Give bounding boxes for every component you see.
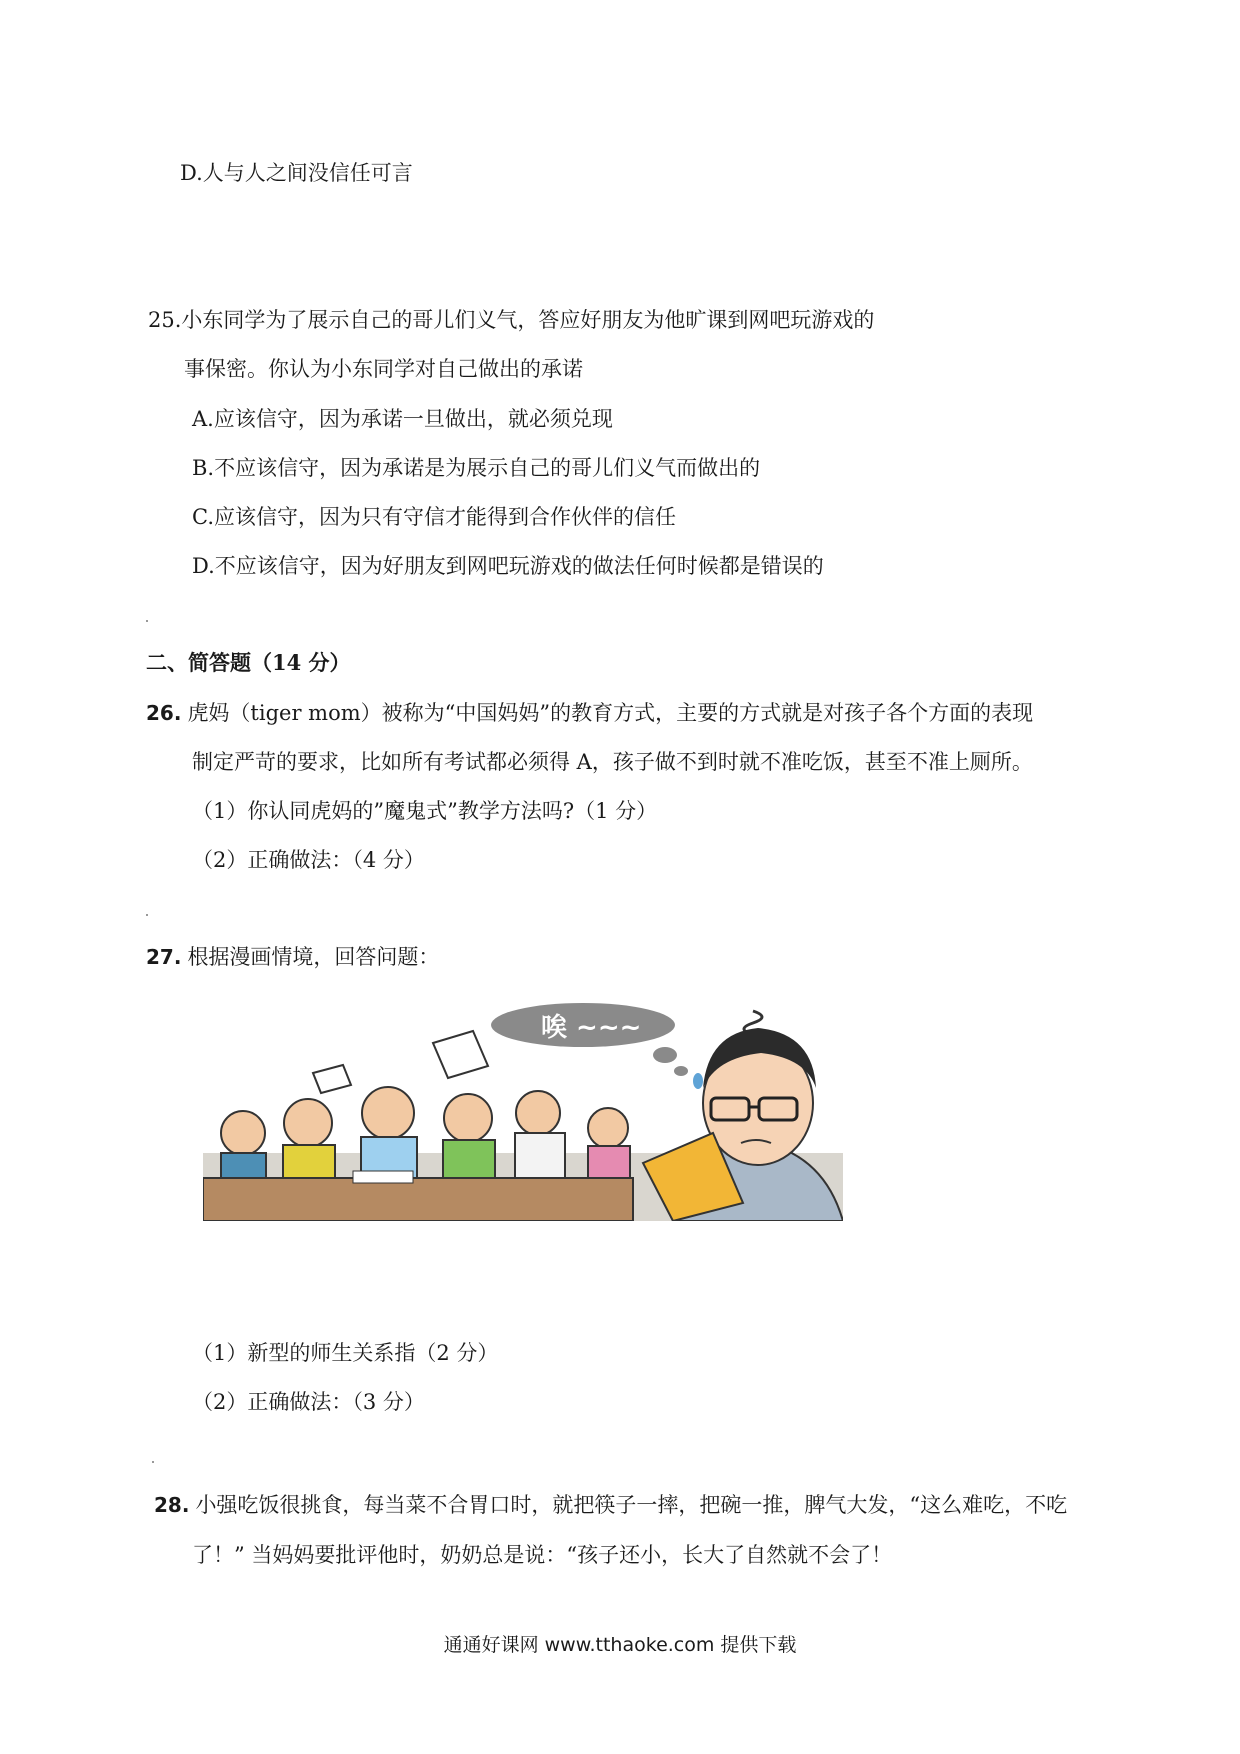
bubble-text: 唉 ~~~ bbox=[541, 1013, 642, 1043]
q25-option-a: A.应该信守，因为承诺一旦做出，就必须兑现 bbox=[192, 407, 613, 431]
q26-stem-line2: 制定严苛的要求，比如所有考试都必须得 A，孩子做不到时就不准吃饭，甚至不准上厕所。 bbox=[192, 750, 1033, 774]
q26-number: 26. bbox=[146, 701, 182, 725]
q28-stem-line2: 了！” 当妈妈要批评他时，奶奶总是说：“孩子还小，长大了自然就不会了！ bbox=[192, 1543, 893, 1567]
stray-dot bbox=[146, 620, 148, 622]
q25-stem-line2: 事保密。你认为小东同学对自己做出的承诺 bbox=[184, 357, 583, 381]
classroom-cartoon bbox=[203, 1003, 843, 1221]
footer-credit: 通通好课网 www.tthaoke.com 提供下载 bbox=[443, 1634, 797, 1656]
q27-sub2: （2）正确做法：（3 分） bbox=[192, 1390, 425, 1414]
q26-sub2: （2）正确做法：（4 分） bbox=[192, 848, 425, 872]
q28-text-line1: 小强吃饭很挑食，每当菜不合胃口时，就把筷子一摔，把碗一推，脾气大发，“这么难吃，不吃 bbox=[195, 1493, 1068, 1517]
stray-dot bbox=[146, 914, 148, 916]
q26-text-line1: 虎妈（tiger mom）被称为“中国妈妈”的教育方式，主要的方式就是对孩子各个方面的表现 bbox=[187, 701, 1034, 725]
q26-sub1: （1）你认同虎妈的”魔鬼式”教学方法吗?（1 分） bbox=[192, 799, 658, 823]
q25-option-b: B.不应该信守，因为承诺是为展示自己的哥儿们义气而做出的 bbox=[192, 456, 761, 480]
q27-sub1: （1）新型的师生关系指（2 分） bbox=[192, 1341, 499, 1365]
q25-stem-line1: 25.小东同学为了展示自己的哥儿们义气，答应好朋友为他旷课到网吧玩游戏的 bbox=[148, 308, 875, 332]
q28-number: 28. bbox=[154, 1493, 190, 1517]
stray-dot bbox=[152, 1461, 154, 1463]
q27-stem bbox=[146, 942, 439, 972]
q27-number: 27. bbox=[146, 945, 182, 969]
q27-text: 根据漫画情境，回答问题： bbox=[187, 945, 440, 969]
section-title: 二、简答题（14 分） bbox=[146, 650, 351, 675]
q28-stem-line1 bbox=[154, 1490, 1067, 1520]
q24-option-d: D.人与人之间没信任可言 bbox=[180, 161, 413, 185]
q25-option-d: D.不应该信守，因为好朋友到网吧玩游戏的做法任何时候都是错误的 bbox=[192, 554, 824, 578]
q26-stem-line1 bbox=[146, 698, 1033, 728]
q25-option-c: C.应该信守，因为只有守信才能得到合作伙伴的信任 bbox=[192, 505, 676, 529]
